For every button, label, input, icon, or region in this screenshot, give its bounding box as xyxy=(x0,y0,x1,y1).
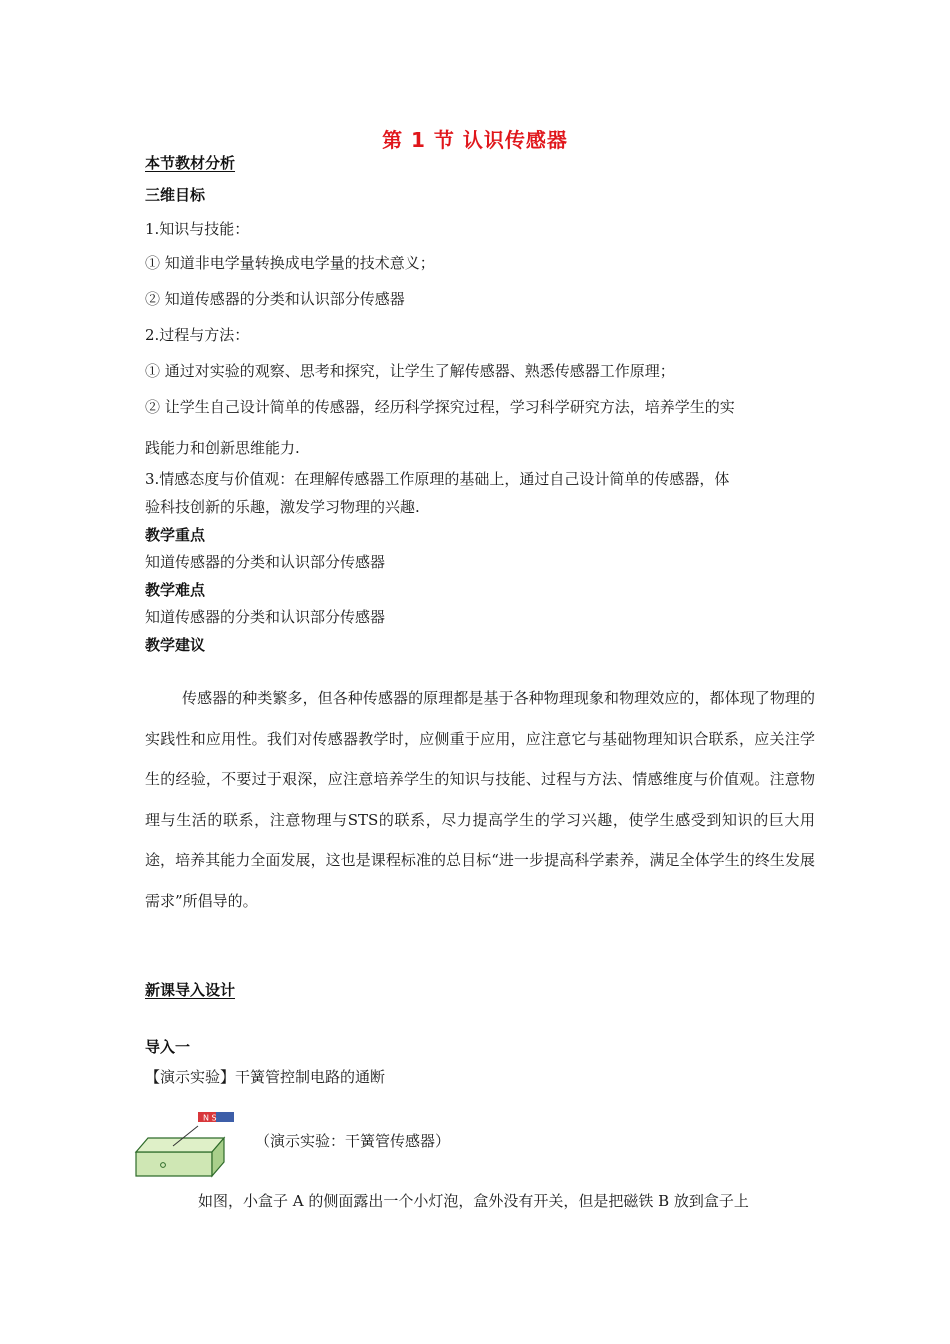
figure-caption: （演示实验：干簧管传感器） xyxy=(255,1132,451,1150)
goal-process-item-1: ① 通过对实验的观察、思考和探究，让学生了解传感器、熟悉传感器工作原理； xyxy=(145,362,675,380)
heading-teaching-suggestion: 教学建议 xyxy=(145,636,206,654)
box-front-face xyxy=(136,1152,212,1176)
difficulties-text: 知道传感器的分类和认识部分传感器 xyxy=(145,608,386,626)
teaching-suggestion-paragraph: 传感器的种类繁多，但各种传感器的原理都是基于各种物理现象和物理效应的，都体现了物理的实践性和应用性。我们对传感器教学时，应侧重于应用，应注意它与基础物理知识合联系，应关注学生的经验，不要过于艰深，应注意培养学生的知识与技能、过程与方法、情感维度与价值观。注意物理与生活的联系，注意物理与STS的联系，尽力提高学生的学习兴趣，使学生感受到知识的巨大用途，培养其能力全面发展，这也是课程标准的总目标“进一步提高科学素养，满足全体学生的终生发展需求”所倡导的。 xyxy=(145,689,815,910)
goal-knowledge: 1.知识与技能： xyxy=(145,220,250,238)
heading-key-points: 教学重点 xyxy=(145,526,206,544)
goal-attitude-line2: 验科技创新的乐趣，激发学习物理的兴趣. xyxy=(145,498,420,516)
goal-process-item-2-line1: ② 让学生自己设计简单的传感器，经历科学探究过程，学习科学研究方法，培养学生的实 xyxy=(145,398,735,416)
heading-difficulties: 教学难点 xyxy=(145,581,206,599)
key-points-text: 知道传感器的分类和认识部分传感器 xyxy=(145,553,386,571)
goal-attitude-line1: 3.情感态度与价值观：在理解传感器工作原理的基础上，通过自己设计简单的传感器，体 xyxy=(145,470,730,488)
heading-textbook-analysis: 本节教材分析 xyxy=(145,154,236,172)
demo-experiment-title: 【演示实验】干簧管控制电路的通断 xyxy=(145,1068,386,1086)
heading-intro-one: 导入一 xyxy=(145,1038,191,1056)
heading-intro-design: 新课导入设计 xyxy=(145,981,236,999)
reed-switch-box-figure xyxy=(128,1108,240,1180)
intro-paragraph-start: 如图，小盒子 A 的侧面露出一个小灯泡，盒外没有开关，但是把磁铁 B 放到盒子上 xyxy=(198,1192,749,1210)
goal-knowledge-item-2: ② 知道传感器的分类和认识部分传感器 xyxy=(145,290,405,308)
page-title: 第 1 节 认识传感器 xyxy=(382,128,568,152)
heading-three-dim-goals: 三维目标 xyxy=(145,186,206,204)
goal-process-item-2-line2: 践能力和创新思维能力. xyxy=(145,439,300,457)
goal-knowledge-item-1: ① 知道非电学量转换成电学量的技术意义； xyxy=(145,254,435,272)
goal-process: 2.过程与方法： xyxy=(145,326,250,344)
magnet-s-pole xyxy=(216,1112,234,1122)
magnet-label: N S xyxy=(203,1113,217,1123)
